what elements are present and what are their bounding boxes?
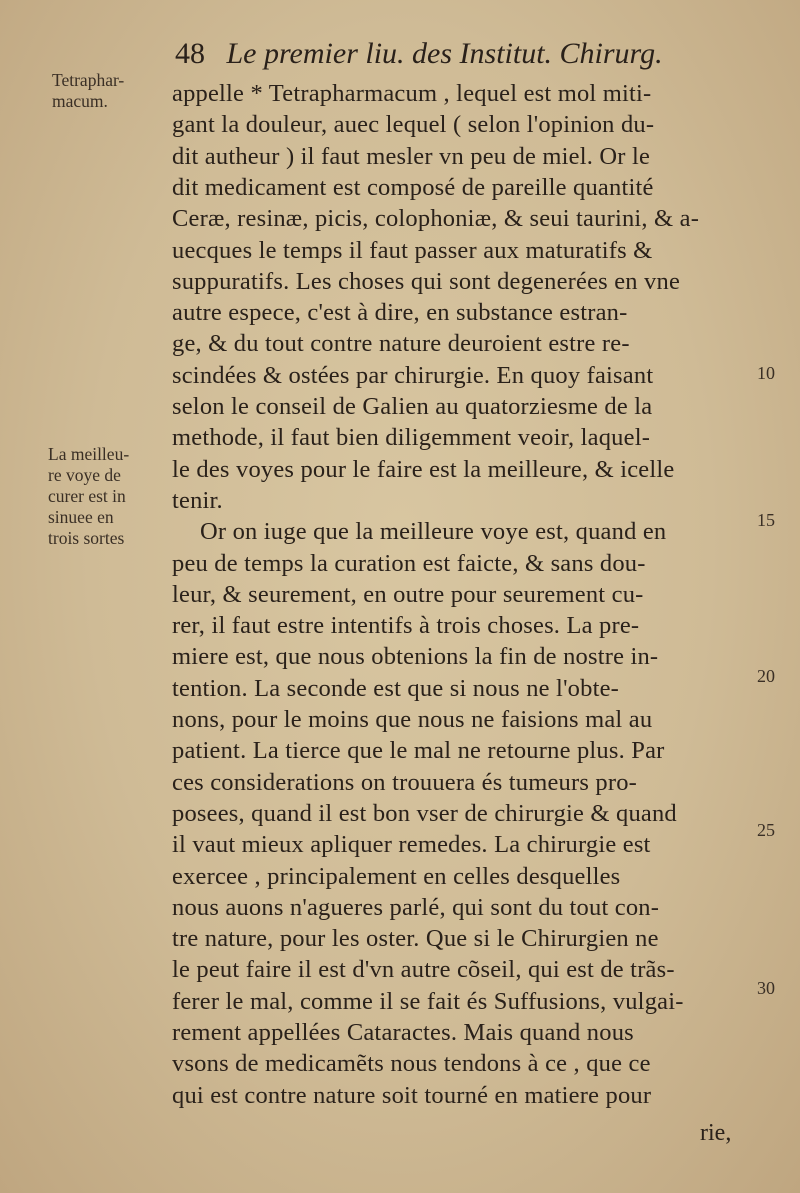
text-line: rer, il faut estre intentifs à trois choses. La pre-	[172, 612, 640, 640]
text-line: Ceræ, resinæ, picis, colophoniæ, & seui taurini, & a-	[172, 205, 700, 233]
text-line: miere est, que nous obtenions la fin de nostre in-	[172, 643, 659, 671]
text-line: exercee , principalement en celles desquelles	[172, 862, 621, 890]
margin-note-line: macum.	[52, 91, 108, 111]
text-line: nons, pour le moins que nous ne faisions mal au	[172, 706, 653, 733]
line-number: 20	[757, 666, 775, 686]
text-line: dit medicament est composé de pareille quantité	[172, 173, 654, 201]
text-line: suppuratifs. Les choses qui sont degenerées en vne	[172, 267, 681, 295]
running-header	[175, 34, 735, 74]
text-line: selon le conseil de Galien au quatorziesme de la	[172, 393, 653, 420]
text-line: ge, & du tout contre nature deuroient estre re-	[172, 330, 630, 358]
text-line: appelle * Tetrapharmacum , lequel est mol miti-	[172, 80, 652, 107]
text-line: le des voyes pour le faire est la meilleure, & icelle	[172, 455, 675, 483]
line-number: 30	[757, 978, 775, 998]
text-line: il vaut mieux apliquer remedes. La chirurgie est	[172, 831, 651, 859]
text-line: tre nature, pour les oster. Que si le Chirurgien ne	[172, 925, 659, 953]
text-line: uecques le temps il faut passer aux maturatifs &	[172, 236, 653, 264]
text-line: dit autheur ) il faut mesler vn peu de miel. Or le	[172, 142, 651, 170]
text-line: qui est contre nature soit tourné en matiere pour	[172, 1081, 652, 1109]
margin-note-line: Tetraphar-	[52, 70, 125, 90]
text-line: scindées & ostées par chirurgie. En quoy faisant	[172, 361, 654, 389]
page-number: 48	[175, 37, 205, 70]
text-line: patient. La tierce que le mal ne retourne plus. Par	[172, 737, 665, 765]
text-line: nous auons n'agueres parlé, qui sont du tout con-	[172, 893, 660, 921]
margin-note-line: re voye de	[48, 465, 121, 485]
text-line: gant la douleur, auec lequel ( selon l'opinion du-	[172, 111, 655, 139]
text-line: vsons de medicamẽts nous tendons à ce , que ce	[172, 1050, 651, 1078]
catchword: rie,	[700, 1120, 732, 1146]
text-line: autre espece, c'est à dire, en substance estran-	[172, 299, 628, 327]
text-line: le peut faire il est d'vn autre cõseil, qui est de trãs-	[172, 956, 675, 984]
running-title: Le premier liu. des Institut. Chirurg.	[226, 37, 663, 70]
text-line: posees, quand il est bon vser de chirurgie & quand	[172, 799, 677, 827]
text-line: ces considerations on trouuera és tumeurs pro-	[172, 768, 638, 796]
text-line: leur, & seurement, en outre pour seurement cu-	[172, 580, 644, 608]
margin-note-line: La meilleu-	[48, 444, 130, 464]
text-line: tention. La seconde est que si nous ne l'obte-	[172, 674, 620, 702]
text-line: Or on iuge que la meilleure voye est, quand en	[200, 518, 667, 546]
margin-note-line: trois sortes	[48, 528, 125, 548]
text-line: ferer le mal, comme il se fait és Suffusions, vulgai-	[172, 987, 684, 1015]
margin-note-line: sinuee en	[48, 507, 114, 527]
line-number: 10	[757, 363, 775, 383]
margin-note-line: curer est in	[48, 486, 126, 506]
text-line: tenir.	[172, 486, 223, 514]
text-line: methode, il faut bien diligemment veoir, laquel-	[172, 424, 651, 452]
text-line: peu de temps la curation est faicte, & sans dou-	[172, 549, 646, 577]
line-number: 15	[757, 510, 775, 530]
line-number: 25	[757, 820, 775, 840]
text-line: rement appellées Cataractes. Mais quand nous	[172, 1019, 634, 1046]
